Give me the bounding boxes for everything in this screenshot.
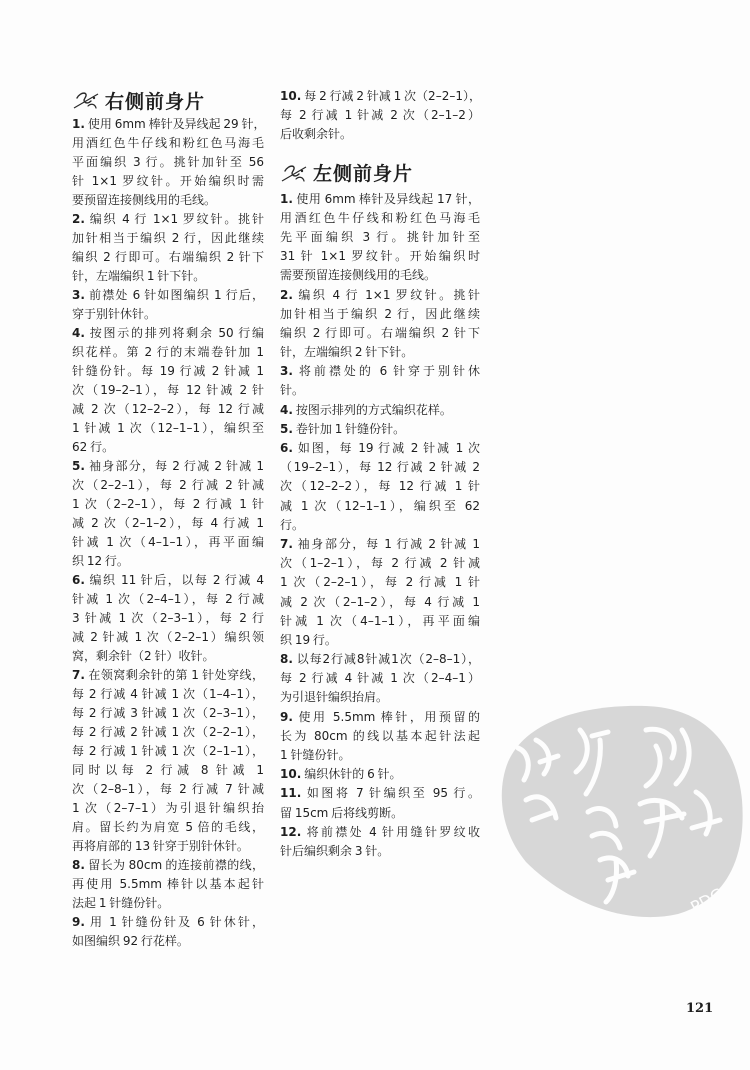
line-text: 针后编织剩余 3 针。	[280, 843, 390, 858]
instruction-line	[280, 573, 480, 592]
instruction-line	[72, 172, 264, 191]
instruction-line	[280, 823, 480, 842]
step-number: 12.	[280, 824, 302, 839]
line-text: 织 12 行。	[72, 554, 129, 568]
instruction-line	[280, 228, 480, 247]
instruction-line	[72, 400, 264, 419]
line-text: 加针相当于编织 2 行，因此继续	[280, 306, 480, 321]
instruction-line	[280, 381, 480, 400]
instruction-line	[280, 343, 480, 362]
right-front-step-3	[72, 286, 264, 324]
line-text: 每 2 行减 2 针减 1 次（2–2–1），	[304, 89, 481, 103]
line-text: 法起 1 针缝份针。	[72, 896, 170, 910]
step-number: 6.	[280, 441, 293, 455]
instruction-line	[280, 420, 480, 439]
step-number: 1.	[72, 117, 85, 131]
line-text: 使用 6mm 棒针及异线起 29 针，	[87, 117, 266, 131]
instruction-line	[280, 708, 480, 727]
line-text: 1 针减 1 次（12–1–1），编织至	[72, 421, 264, 435]
left-front-step-1	[280, 190, 480, 286]
line-text: 针，左端编织 2 针下针。	[280, 345, 414, 360]
instruction-line	[280, 554, 480, 573]
line-text: 如图编织 92 行花样。	[72, 934, 189, 948]
instruction-line	[280, 125, 480, 144]
line-text: 按图示排列的方式编织花样。	[295, 402, 452, 417]
instruction-line	[280, 324, 480, 343]
step-number: 9.	[280, 709, 293, 724]
line-text: 1 次（2–7–1）为引退针编织抬	[72, 801, 264, 815]
right-front-step-8	[72, 856, 264, 913]
step-number: 3.	[280, 364, 293, 379]
line-text: 按图示的排列将剩余 50 行编	[87, 326, 264, 340]
instruction-line	[280, 439, 480, 458]
step-number: 4.	[280, 402, 293, 417]
step-number: 5.	[280, 421, 293, 436]
line-text: 使用 6mm 棒针及异线起 17 针，	[295, 191, 480, 206]
line-text: 同时以每 2 行减 8 针减 1	[72, 763, 264, 777]
line-text: 将前襟处 4 针用缝针罗纹收	[304, 824, 480, 839]
line-text: 编织 4 行 1×1 罗纹针。挑针	[295, 287, 480, 302]
section-heading-left-front	[280, 145, 480, 190]
instruction-line	[72, 837, 264, 856]
line-text: 前襟处 6 针如图编织 1 行后，	[87, 288, 264, 302]
line-text: 行。	[280, 517, 305, 532]
instruction-line	[72, 362, 264, 381]
line-text: 袖身部分，每 2 行减 2 针减 1	[87, 459, 264, 473]
line-text: 针 1×1 罗纹针。开始编织时需	[72, 174, 264, 188]
instruction-line	[280, 401, 480, 420]
line-text: 次（19–2–1），每 12 针减 2 针	[72, 383, 264, 397]
continued-instruction-list	[280, 87, 480, 145]
step-number: 4.	[72, 326, 85, 340]
right-front-step-9	[72, 913, 264, 951]
line-text: 针缝份针。每 19 行减 2 针减 1	[72, 364, 264, 378]
instruction-line	[280, 612, 480, 631]
ornament-icon	[280, 162, 308, 184]
line-text: 使用 5.5mm 棒针，用预留的	[295, 709, 480, 724]
instruction-line	[72, 552, 264, 571]
right-front-step-2	[72, 210, 264, 286]
line-text: 编织 11 针后，以每 2 行减 4	[87, 573, 264, 587]
instruction-line	[72, 666, 264, 685]
step-number: 2.	[280, 287, 293, 302]
line-text: 用 1 针缝份针及 6 针休针，	[87, 915, 264, 929]
instruction-line	[72, 248, 264, 267]
line-text: 留长为 80cm 的连接前襟的线，	[87, 858, 264, 872]
line-text: 肩。留长约为肩宽 5 倍的毛线，	[72, 820, 264, 834]
instruction-line	[280, 727, 480, 746]
step-number: 7.	[280, 536, 293, 551]
right-front-continued-step-1	[280, 87, 480, 145]
line-text: 次（1–2–1），每 2 行减 2 针减	[280, 556, 480, 571]
line-text: 针减 1 次（4–1–1），再平面编	[280, 613, 480, 628]
line-text: 每 2 行减 1 针减 1 次（2–1–1），	[72, 744, 264, 758]
step-number: 5.	[72, 459, 85, 473]
right-front-step-4	[72, 324, 264, 457]
step-number: 8.	[72, 858, 85, 872]
line-text: 在领窝剩余针的第 1 针处穿线，	[87, 668, 264, 682]
instruction-line	[280, 362, 480, 381]
instruction-line	[72, 267, 264, 286]
step-number: 3.	[72, 288, 85, 302]
line-text: 每 2 行减 1 针减 2 次（2–1–2）	[280, 108, 480, 123]
line-text: 针减 1 次（2–4–1），每 2 行减	[72, 592, 264, 606]
line-text: 减 2 次（12–2–2），每 12 行减	[72, 402, 264, 416]
line-text: 穿于别针休针。	[72, 307, 157, 321]
line-text: 每 2 行减 3 针减 1 次（2–3–1），	[72, 706, 264, 720]
instruction-line	[72, 723, 264, 742]
line-text: 62 行。	[72, 440, 115, 454]
line-text: 再使用 5.5mm 棒针以基本起针	[72, 877, 264, 891]
line-text: 要预留连接侧线用的毛线。	[72, 193, 217, 207]
line-text: 减 1 次（12–1–1），编织至 62	[280, 498, 480, 513]
instruction-line	[72, 761, 264, 780]
right-front-step-7	[72, 666, 264, 856]
ornament-icon	[72, 89, 100, 111]
line-text: 针，左端编织 1 针下针。	[72, 269, 206, 283]
seal-watermark-text: PDG	[687, 884, 727, 917]
step-number: 10.	[280, 89, 302, 103]
instruction-line	[280, 650, 480, 669]
instruction-line	[72, 153, 264, 172]
instruction-line	[72, 381, 264, 400]
step-number: 1.	[280, 191, 293, 206]
instruction-line	[280, 746, 480, 765]
step-number: 7.	[72, 668, 85, 682]
instruction-line	[72, 571, 264, 590]
instruction-list	[72, 115, 264, 951]
line-text: 每 2 行减 2 针减 1 次（2–2–1），	[72, 725, 264, 739]
instruction-line	[280, 106, 480, 125]
instruction-line	[72, 685, 264, 704]
instruction-line	[72, 742, 264, 761]
line-text: 长为 80cm 的线以基本起针法起	[280, 728, 480, 743]
instruction-line	[72, 419, 264, 438]
instruction-line	[280, 842, 480, 861]
seal-watermark	[496, 700, 746, 922]
line-text: 如图将 7 针编织至 95 行。	[304, 786, 480, 801]
instruction-line	[280, 286, 480, 305]
instruction-line	[280, 190, 480, 209]
instruction-line	[72, 875, 264, 894]
seal-shape	[502, 706, 743, 917]
instruction-line	[280, 497, 480, 516]
instruction-line	[280, 688, 480, 707]
instruction-line	[72, 780, 264, 799]
instruction-line	[72, 799, 264, 818]
instruction-line	[72, 818, 264, 837]
instruction-line	[72, 457, 264, 476]
step-number: 8.	[280, 652, 293, 667]
line-text: 留 15cm 后将线剪断。	[280, 805, 404, 820]
line-text: 袖身部分，每 1 行减 2 针减 1	[295, 536, 480, 551]
line-text: 编织 2 行即可。右端编织 2 针下	[72, 250, 264, 264]
line-text: 每 2 行减 4 针减 1 次（2–4–1）	[280, 671, 480, 686]
instruction-line	[280, 458, 480, 477]
line-text: 织 19 行。	[280, 632, 337, 647]
instruction-line	[72, 647, 264, 666]
line-text: 为引退针编织抬肩。	[280, 690, 389, 705]
instruction-line	[72, 343, 264, 362]
section-heading-text: 左侧前身片	[313, 163, 414, 186]
line-text: 减 2 次（2–1–2），每 4 行减 1	[72, 516, 264, 530]
instruction-line	[72, 476, 264, 495]
instruction-line	[72, 704, 264, 723]
instruction-line	[72, 590, 264, 609]
instruction-line	[72, 894, 264, 913]
line-text: 每 2 行减 4 针减 1 次（1–4–1），	[72, 687, 264, 701]
instruction-line	[72, 115, 264, 134]
instruction-line	[280, 247, 480, 266]
right-front-step-6	[72, 571, 264, 666]
instruction-line	[280, 535, 480, 554]
right-column	[280, 87, 480, 861]
line-text: 编织 2 行即可。右端编织 2 针下	[280, 325, 480, 340]
line-text: 卷针加 1 针缝份针。	[295, 421, 406, 436]
line-text: 以每2行减8针减1次（2–8–1），	[295, 652, 480, 667]
left-front-step-5	[280, 420, 480, 439]
line-text: 1 次（2–2–1），每 2 行减 1 针	[280, 575, 480, 590]
section-heading-text: 右侧前身片	[105, 90, 206, 113]
instruction-line	[72, 210, 264, 229]
left-front-step-6	[280, 439, 480, 535]
instruction-line	[72, 229, 264, 248]
line-text: 次（12–2–2），每 12 行减 1 针	[280, 479, 480, 494]
step-number: 11.	[280, 786, 302, 801]
line-text: 编织休针的 6 针。	[304, 767, 402, 782]
right-front-step-5	[72, 457, 264, 571]
line-text: 针。	[280, 383, 305, 398]
step-number: 9.	[72, 915, 85, 929]
line-text: 需要预留连接侧线用的毛线。	[280, 268, 437, 283]
left-front-step-9	[280, 708, 480, 766]
section-heading-right-front	[72, 86, 264, 114]
line-text: 次（2–8–1），每 2 行减 7 针减	[72, 782, 264, 796]
line-text: 1 次（2–2–1），每 2 行减 1 针	[72, 497, 264, 511]
instruction-line	[280, 631, 480, 650]
instruction-line	[72, 514, 264, 533]
step-number: 2.	[72, 212, 85, 226]
instruction-line	[72, 533, 264, 552]
left-front-step-7	[280, 535, 480, 650]
step-number: 10.	[280, 767, 302, 782]
instruction-line	[72, 495, 264, 514]
instruction-line	[280, 784, 480, 803]
line-text: 后收剩余针。	[280, 127, 353, 142]
line-text: 先平面编织 3 行。挑针加针至	[280, 229, 480, 244]
instruction-line	[72, 932, 264, 951]
step-number: 6.	[72, 573, 85, 587]
line-text: 减 2 次（2–1–2），每 4 行减 1	[280, 594, 480, 609]
line-text: 1 针缝份针。	[280, 748, 351, 762]
instruction-line	[72, 286, 264, 305]
instruction-line	[280, 804, 480, 823]
right-front-step-1	[72, 115, 264, 210]
instruction-list	[280, 190, 480, 862]
instruction-line	[72, 438, 264, 457]
line-text: 加针相当于编织 2 行，因此继续	[72, 231, 264, 245]
line-text: 减 2 针减 1 次（2–2–1）编织领	[72, 630, 264, 644]
instruction-line	[72, 305, 264, 324]
instruction-line	[280, 593, 480, 612]
line-text: 织花样。第 2 行的末端卷针加 1	[72, 345, 264, 359]
instruction-line	[280, 765, 480, 784]
left-front-step-4	[280, 401, 480, 420]
instruction-line	[280, 516, 480, 535]
instruction-line	[280, 266, 480, 285]
line-text: 编织 4 行 1×1 罗纹针。挑针	[87, 212, 264, 226]
instruction-line	[72, 856, 264, 875]
left-front-step-11	[280, 784, 480, 822]
line-text: 将前襟处的 6 针穿于别针休	[295, 364, 480, 379]
instruction-line	[280, 209, 480, 228]
line-text: 31 针 1×1 罗纹针。开始编织时	[280, 249, 480, 264]
line-text: 如图，每 19 行减 2 针减 1 次	[295, 441, 480, 455]
instruction-line	[72, 324, 264, 343]
left-front-step-12	[280, 823, 480, 861]
left-column	[72, 86, 264, 951]
line-text: 再将肩部的 13 针穿于别针休针。	[72, 839, 249, 853]
left-front-step-3	[280, 362, 480, 400]
page-number: 121	[686, 1001, 714, 1016]
instruction-line	[280, 87, 480, 106]
instruction-line	[280, 477, 480, 496]
line-text: 用酒红色牛仔线和粉红色马海毛	[280, 210, 480, 225]
line-text: 3 针减 1 次（2–3–1），每 2 行	[72, 611, 264, 625]
line-text: 窝，剩余针（2 针）收针。	[72, 649, 215, 663]
left-front-step-10	[280, 765, 480, 784]
left-front-step-8	[280, 650, 480, 708]
instruction-line	[72, 628, 264, 647]
line-text: （19–2–1），每 12 行减 2 针减 2	[280, 460, 480, 475]
line-text: 用酒红色牛仔线和粉红色马海毛	[72, 136, 264, 150]
left-front-step-2	[280, 286, 480, 363]
instruction-line	[280, 669, 480, 688]
instruction-line	[72, 913, 264, 932]
line-text: 平面编织 3 行。挑针加针至 56	[72, 155, 264, 169]
line-text: 针减 1 次（4–1–1），再平面编	[72, 535, 264, 549]
instruction-line	[72, 609, 264, 628]
line-text: 次（2–2–1），每 2 行减 2 针减	[72, 478, 264, 492]
instruction-line	[280, 305, 480, 324]
instruction-line	[72, 191, 264, 210]
instruction-line	[72, 134, 264, 153]
